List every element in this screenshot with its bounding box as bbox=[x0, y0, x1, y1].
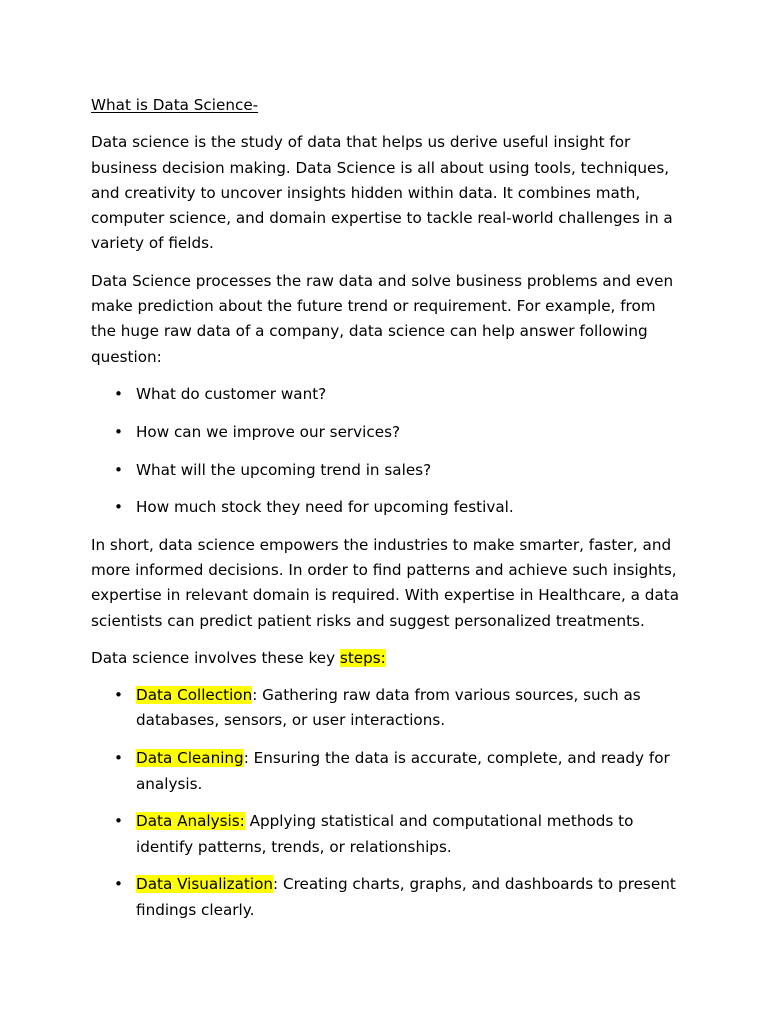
bullet-icon: • bbox=[114, 686, 123, 705]
step-description: : Ensuring the data is accurate, complete, and ready for analysis. bbox=[136, 749, 670, 793]
paragraph-processes: Data Science processes the raw data and solve business problems and even make prediction about the future trend or requirement. For example, from the huge raw data of a company, data science can help answer following question: bbox=[91, 271, 674, 366]
list-item-text: What do customer want? bbox=[136, 384, 327, 403]
list-item bbox=[91, 495, 681, 520]
bullet-icon: • bbox=[114, 749, 123, 768]
step-description: : Creating charts, graphs, and dashboards to present findings clearly. bbox=[136, 875, 676, 919]
bullet-icon: • bbox=[114, 460, 123, 479]
step-term: Data Cleaning bbox=[136, 749, 244, 768]
step-term: Data Collection bbox=[136, 686, 253, 705]
steps-intro-text: Data science involves these key bbox=[91, 648, 340, 667]
list-item bbox=[91, 683, 681, 734]
list-item-text: How can we improve our services? bbox=[136, 422, 401, 441]
step-description: : Gathering raw data from various sources, such as databases, sensors, or user interactions. bbox=[136, 686, 641, 730]
list-item-text: How much stock they need for upcoming festival. bbox=[136, 498, 514, 517]
paragraph-summary: In short, data science empowers the industries to make smarter, faster, and more informed decisions. In order to find patterns and achieve such insights, expertise in relevant domain is required. With expertise in Healthcare, a data scientists can predict patient risks and suggest personalized treatments. bbox=[91, 535, 680, 630]
steps-list bbox=[91, 683, 681, 923]
list-item bbox=[91, 809, 681, 860]
list-item bbox=[91, 872, 681, 923]
list-item bbox=[91, 746, 681, 797]
bullet-icon: • bbox=[114, 384, 123, 403]
paragraph-steps-intro bbox=[91, 646, 681, 671]
steps-highlight: steps: bbox=[339, 648, 386, 667]
paragraph-intro: Data science is the study of data that helps us derive useful insight for business decision making. Data Science is all about using tools, techniques, and creativity to uncover insights hidden within data. It combines math, computer science, and domain expertise to tackle real-world challenges in a variety of fields. bbox=[91, 133, 673, 253]
questions-list bbox=[91, 382, 681, 521]
step-term: Data Visualization bbox=[136, 875, 274, 894]
step-term: Data Analysis: bbox=[136, 812, 245, 831]
bullet-icon: • bbox=[114, 812, 123, 831]
list-item bbox=[91, 458, 681, 483]
step-description: Applying statistical and computational methods to identify patterns, trends, or relationships. bbox=[136, 812, 634, 856]
bullet-icon: • bbox=[114, 875, 123, 894]
list-item bbox=[91, 382, 681, 407]
bullet-icon: • bbox=[114, 498, 123, 517]
document-title: What is Data Science- bbox=[91, 96, 259, 114]
list-item-text: What will the upcoming trend in sales? bbox=[136, 460, 432, 479]
list-item bbox=[91, 420, 681, 445]
bullet-icon: • bbox=[114, 422, 123, 441]
document-page bbox=[91, 93, 681, 935]
